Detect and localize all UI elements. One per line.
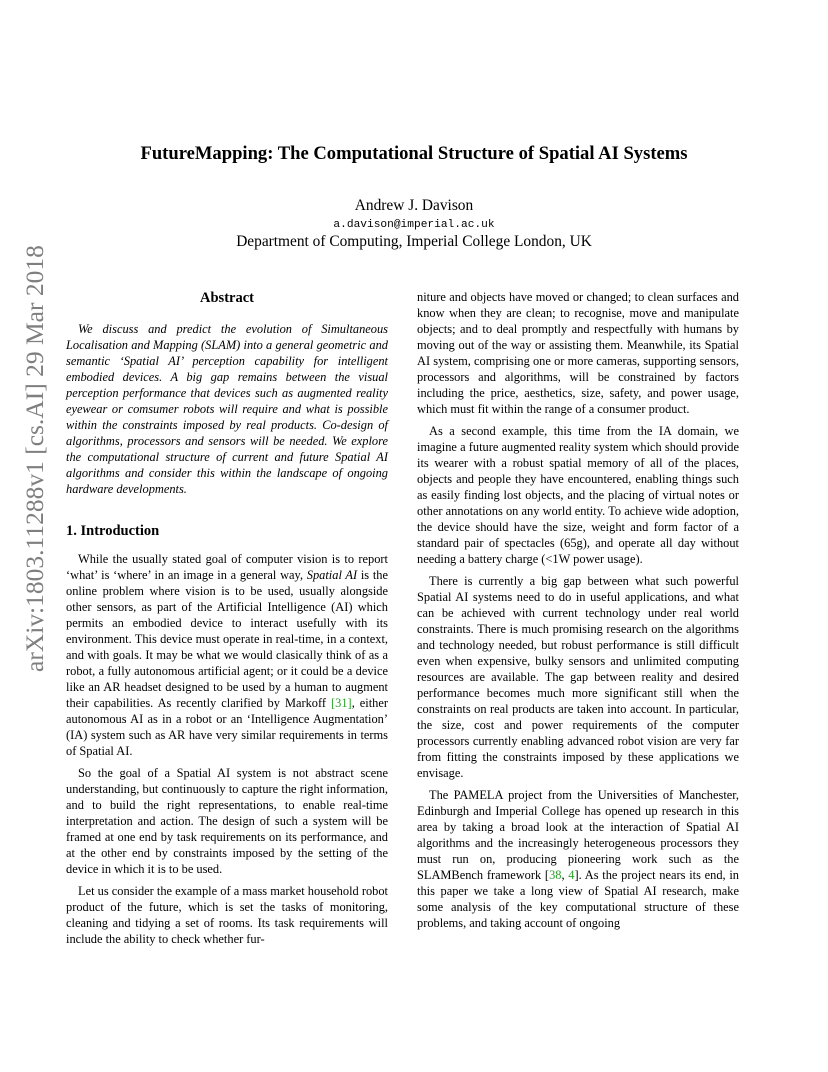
citation-link[interactable]: 4: [568, 868, 575, 882]
text-run: The PAMELA project from the Universities of Manchester, Edinburgh and Imperial College has opened up research in this area by taking a broad look at the interaction of Spatial AI algorithms and the increasingly heterogeneous processors they must run on, producing pioneering work such as the SLAMBench framework: [417, 788, 739, 882]
intro-paragraph-6: The PAMELA project from the Universities of Manchester, Edinburgh and Imperial College has opened up research in this area by taking a broad look at the interaction of Spatial AI algorithms and the increasingly heterogeneous processors they must run on, producing pioneering work such as the SLAMBench framework [38, 4]. As the project nears its end, in this paper we take a long view of Spatial AI research, make some analysis of the key computational structure of these problems, and taking account of ongoing: [417, 788, 739, 930]
author-affiliation: Department of Computing, Imperial College London, UK: [236, 233, 592, 250]
text-run: . As the project nears its end, in this paper we take a long view of Spatial AI research, make some analysis of the key computational structure of these problems, and taking account of ongoing: [417, 868, 739, 930]
intro-paragraph-4: As a second example, this time from the IA domain, we imagine a future augmented reality system which should provide its wearer with a robust spatial memory of all of the places, objects and people they have encountered, enabling things such as easily finding lost objects, and the placing of virtual notes or other annotations on any world entity. To achieve wide adoption, the device should have the size, weight and form factor of a standard pair of spectacles (65g), and operate all day without needing a battery charge (<1W power usage).: [417, 424, 739, 566]
left-column: [66, 289, 388, 953]
text-run: While the usually stated goal of computer vision is to report ‘what’ is ‘where’ in an image in a general way,: [66, 552, 388, 582]
intro-paragraph-5: There is currently a big gap between what such powerful Spatial AI systems need to do in useful applications, and what can be achieved with current technology under real world constraints. There is much promising research on the algorithms and technology needed, but robust performance is still difficult even when expensive, bulky sensors and unlimited computing resources are available. The gap between reality and desired performance becomes much more significant still when the constraints on real products are taken into account. In particular, the size, cost and power requirements of the computer processors currently enabling advanced robot vision are very far from fitting the constraints imposed by these applications we envisage.: [417, 574, 739, 780]
abstract-body: We discuss and predict the evolution of Simultaneous Localisation and Mapping (SLAM) into a general geometric and semantic ‘Spatial AI’ perception capability for intelligent embodied devices. A big gap remains between the visual perception performance that devices such as augmented reality eyewear or comsumer robots will require and what is possible within the constraints imposed by real products. Co-design of algorithms, processors and sensors will be needed. We explore the computational structure of current and future Spatial AI algorithms and consider this within the landscape of ongoing hardware developments.: [66, 322, 388, 496]
author-email: a.davison@imperial.ac.uk: [333, 219, 495, 231]
arxiv-stamp: [16, 245, 49, 672]
right-column: [417, 289, 739, 937]
arxiv-stamp-text: arXiv:1803.11288v1 [cs.AI] 29 Mar 2018: [20, 245, 49, 672]
paper-title: FutureMapping: The Computational Structure of Spatial AI Systems: [140, 143, 688, 164]
emphasis-spatial-ai: Spatial AI: [306, 568, 358, 582]
intro-paragraph-1: [66, 551, 388, 759]
intro-paragraph-2: So the goal of a Spatial AI system is not abstract scene understanding, but continuously to capture the right information, and to build the right representations, to enable real-time interpretation and action. The design of such a system will be framed at one end by task requirements on its performance, and at the other end by constraints imposed by the setting of the device in which it is to be used.: [66, 766, 388, 876]
section-heading-introduction: 1. Introduction: [66, 523, 160, 539]
text-run: is the online problem where vision is to be used, usually alongside other sensors, as part of the Artificial Intelligence (AI) which permits an embodied device to interact usefully with its environment. This device must operate in real-time, in a context, and with goals. It may be what we would clasically think of as a robot, a fully autonomous artificial agent; or it could be a device like an AR headset designed to be used by a human to augment their capabilities. As recently clarified by Markoff: [66, 568, 388, 710]
text-run: , either autonomous AI as in a robot or an ‘Intelligence Augmentation’ (IA) system such as AR have very similar requirements in terms of Spatial AI.: [66, 696, 389, 758]
citation-link[interactable]: 38: [549, 868, 562, 882]
author-name: Andrew J. Davison: [354, 197, 474, 214]
citation-link[interactable]: [31]: [331, 696, 352, 710]
abstract-heading: Abstract: [200, 290, 254, 306]
intro-paragraph-3: Let us consider the example of a mass market household robot product of the future, which is set the tasks of monitoring, cleaning and tidying a set of rooms. Its task requirements will include the ability to check whether fur-: [66, 884, 388, 946]
intro-paragraph-3-continued: niture and objects have moved or changed; to clean surfaces and know when they are clean; to recognise, move and manipulate objects; and to deal promptly and respectfully with humans by moving out of the way or assisting them. Meanwhile, its Spatial AI system, comprising one or more cameras, supporting sensors, processors and algorithms, will be constrained by factors including the price, aesthetics, size, safety, and power usage, which must fit within the range of a consumer product.: [417, 290, 739, 416]
